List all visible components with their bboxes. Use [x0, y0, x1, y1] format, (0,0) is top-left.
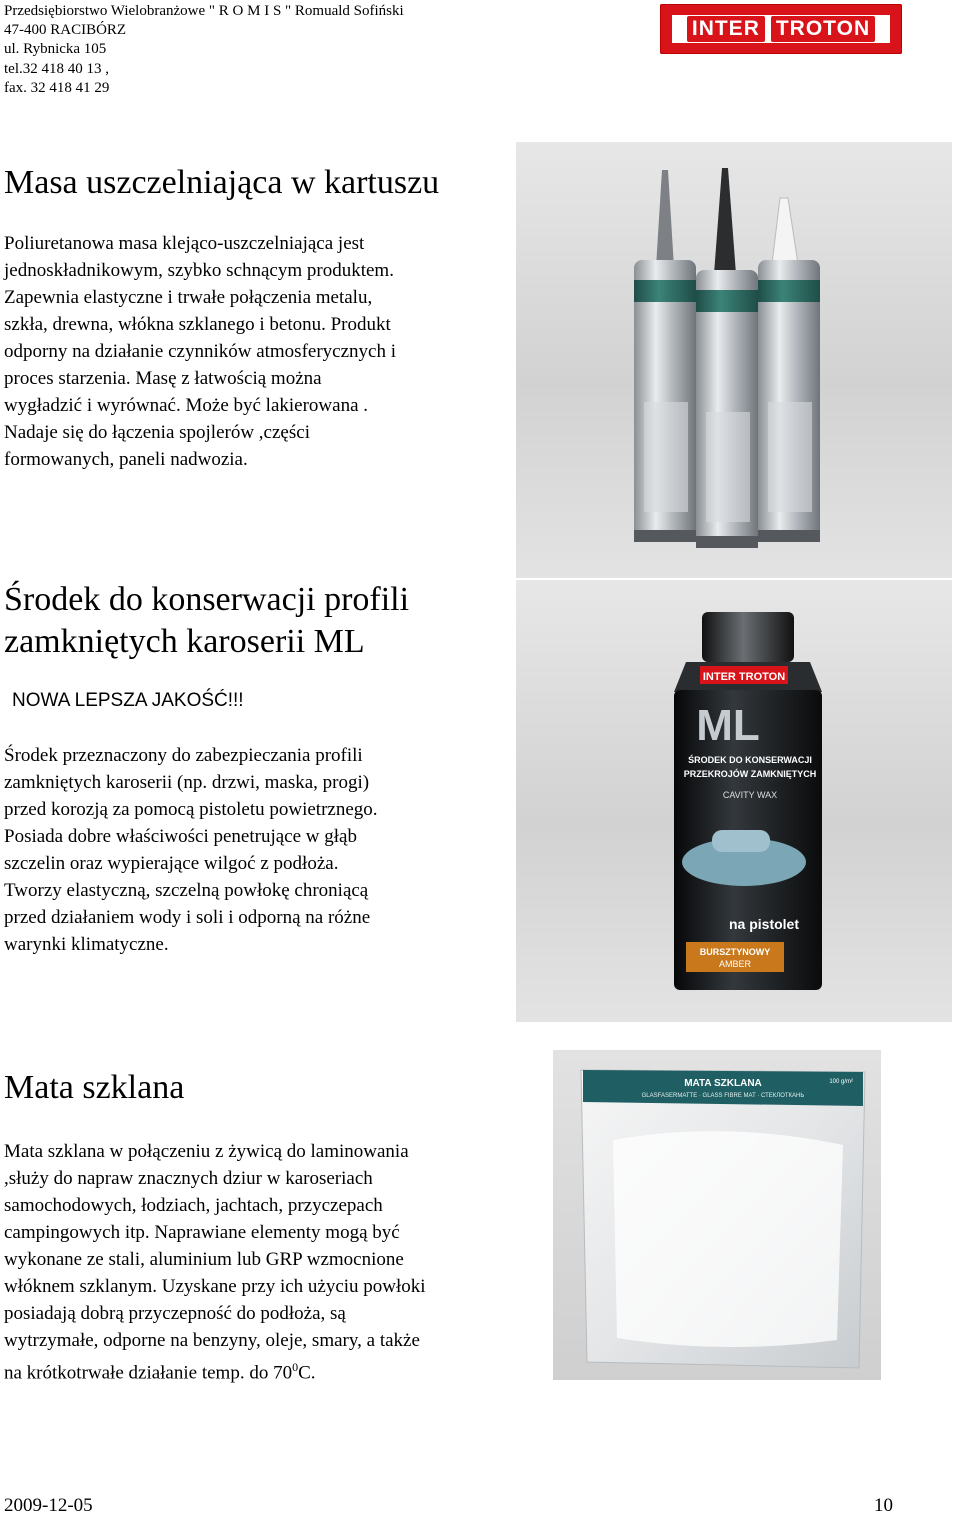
company-address-block — [4, 2, 404, 98]
body-line: ,służy do napraw znacznych dziur w karoseriach — [4, 1168, 373, 1189]
body-line: Mata szklana w połączeniu z żywicą do laminowania — [4, 1141, 409, 1162]
body-line: zamkniętych karoserii (np. drzwi, maska, progi) — [4, 772, 370, 793]
nozzle-grey — [656, 170, 674, 267]
section-title-sealant: Masa uszczelniająca w kartuszu — [4, 164, 440, 201]
body-line: Posiada dobre właściwości penetrujące w głąb — [4, 826, 357, 847]
logo-word: TROTON — [771, 16, 875, 42]
bag-illustration — [553, 1050, 881, 1380]
body-line: szkła, drewna, włókna szklanego i betonu. Produkt — [4, 314, 391, 335]
body-line: włóknem szklanym. Uzyskane przy ich użyciu powłoki — [4, 1276, 426, 1297]
section-body-cavity-wax — [4, 742, 378, 958]
logo-word: INTER — [687, 16, 765, 42]
section-body-sealant — [4, 230, 396, 473]
body-line: proces starzenia. Masę z łatwością można — [4, 368, 322, 389]
body-line: jednoskładnikowym, szybko schnącym produktem. — [4, 260, 394, 281]
can-text: CAVITY WAX — [722, 790, 778, 800]
bag-fibre-mat — [613, 1131, 843, 1347]
body-line: formowanych, paneli nadwozia. — [4, 449, 248, 470]
can-text: ŚRODEK DO KONSERWACJI — [688, 755, 812, 765]
body-line: Poliuretanowa masa klejąco-uszczelniająca jest — [4, 233, 365, 254]
body-line: samochodowych, łodziach, jachtach, przyczepach — [4, 1195, 383, 1216]
body-line: Tworzy elastyczną, szczelną powłokę chroniącą — [4, 880, 369, 901]
section-title-glass-mat: Mata szklana — [4, 1069, 185, 1106]
body-line: posiadają dobrą przyczepność do podłoża, są — [4, 1303, 346, 1324]
body-line: wytrzymałe, odporne na benzyny, oleje, smary, a także — [4, 1330, 420, 1351]
quality-notice: NOWA LEPSZA JAKOŚĆ!!! — [12, 690, 244, 711]
sealant-cartridge-image — [516, 142, 952, 578]
body-line: przed korozją za pomocą pistoletu powietrznego. — [4, 799, 378, 820]
company-line: fax. 32 418 41 29 — [4, 79, 110, 96]
body-line: Środek przeznaczony do zabezpieczania profili — [4, 745, 363, 766]
section-title-cavity-wax-line2: zamkniętych karoserii ML — [4, 623, 365, 660]
footer-page-number: 10 — [874, 1495, 893, 1516]
can-text: PRZEKROJÓW ZAMKNIĘTYCH — [683, 769, 817, 779]
body-line: odporny na działanie czynników atmosferycznych i — [4, 341, 396, 362]
company-line: Przedsiębiorstwo Wielobranżowe " R O M I S " Romuald Sofiński — [4, 3, 404, 19]
can-title: ML — [696, 701, 760, 750]
glass-mat-bag-image — [553, 1050, 881, 1380]
body-line: szczelin oraz wypierające wilgoć z podłoża. — [4, 853, 339, 874]
body-line-last: na krótkotrwałe działanie temp. do $70^0C$. — [4, 1360, 316, 1384]
nozzle-black — [714, 168, 736, 274]
can-text: AMBER — [718, 959, 752, 969]
section-title-cavity-wax-line1: Środek do konserwacji profili — [4, 581, 410, 618]
nozzle-white — [772, 198, 798, 264]
bag-weight: 100 g/m² — [829, 1079, 853, 1085]
can-illustration — [516, 580, 952, 1022]
footer-date: 2009-12-05 — [4, 1495, 93, 1516]
cavity-wax-can-image — [516, 580, 952, 1022]
body-line: Nadaje się do łączenia spojlerów ,części — [4, 422, 310, 443]
inter-troton-logo — [660, 4, 902, 54]
bag-sublabel: GLASFASERMATTE · GLASS FIBRE MAT · СТЕКЛОТКАНЬ — [641, 1093, 805, 1099]
bag-label: MATA SZKLANA — [684, 1078, 762, 1089]
cartridges-illustration — [516, 142, 952, 578]
can-text: na pistolet — [728, 916, 800, 932]
can-brand: INTER TROTON — [702, 671, 786, 683]
body-line: wykonane ze stali, aluminium lub GRP wzmocnione — [4, 1249, 404, 1270]
section-body-glass-mat — [4, 1138, 426, 1386]
can-cap — [702, 612, 794, 662]
company-line: ul. Rybnicka 105 — [4, 41, 107, 58]
body-line: przed działaniem wody i soli i odporną na różne — [4, 907, 371, 928]
body-line: wygładzić i wyrównać. Może być lakierowana . — [4, 395, 369, 416]
company-line: 47-400 RACIBÓRZ — [4, 22, 127, 39]
can-text: BURSZTYNOWY — [699, 947, 771, 957]
body-line: campingowych itp. Naprawiane elementy mogą być — [4, 1222, 400, 1243]
company-line: tel.32 418 40 13 , — [4, 60, 109, 77]
body-line: Zapewnia elastyczne i trwałe połączenia metalu, — [4, 287, 373, 308]
body-line: warynki klimatyczne. — [4, 934, 169, 955]
